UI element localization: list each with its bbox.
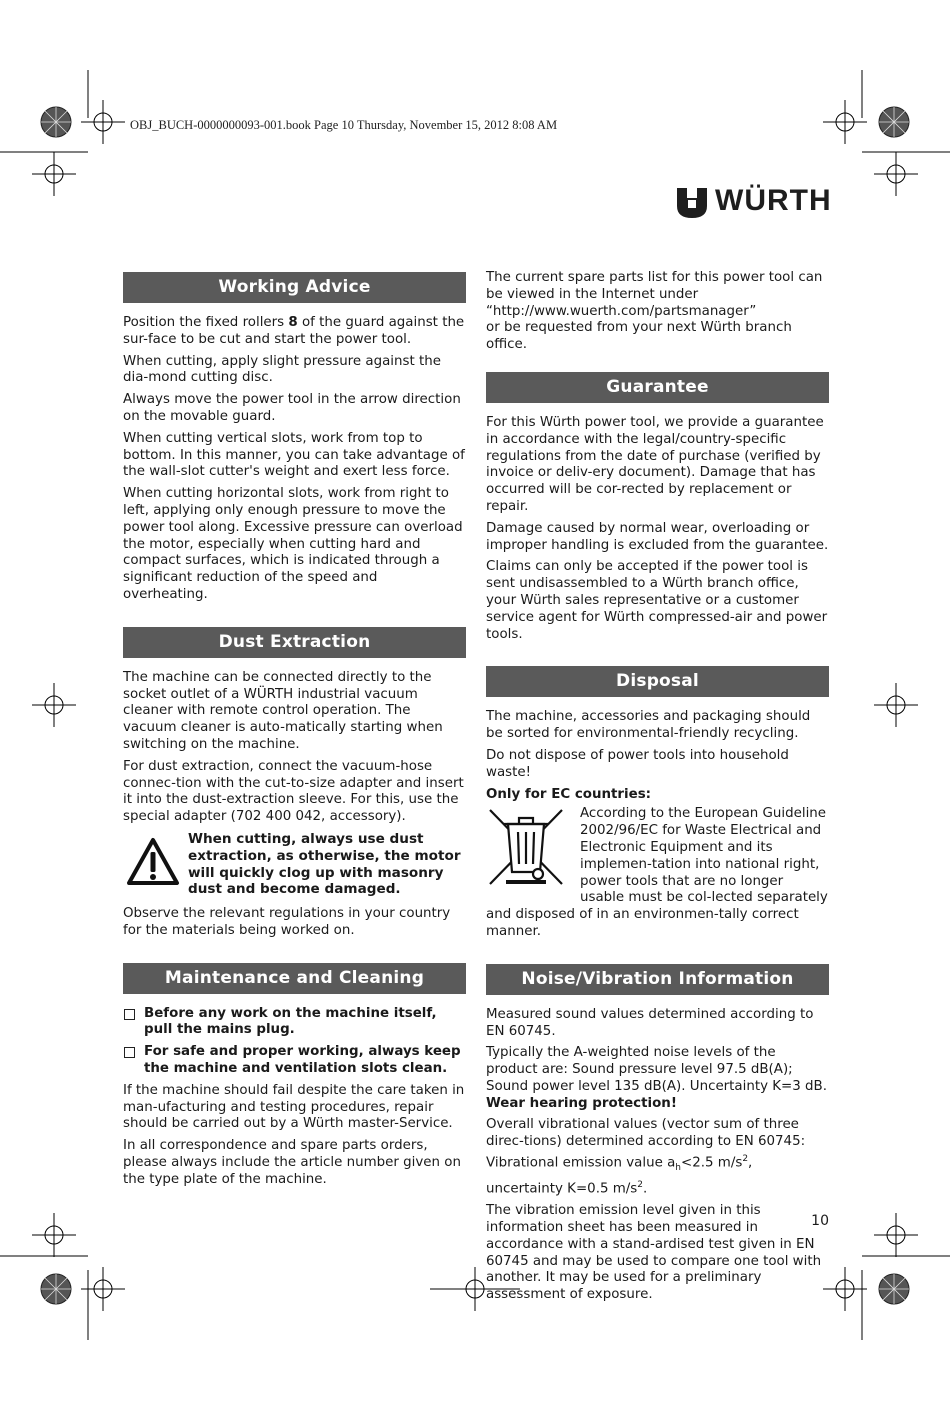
working-advice-heading: Working Advice [123, 272, 466, 303]
weee-text: According to the European Guideline 2002/96/EC for Waste Electrical and Electronic Equipment and its implemen-tation into national right, power tools that are no longer usable must be col-lected separately and disposed of in an environmen-tally correct manner. [486, 806, 828, 939]
page-number: 10 [811, 1213, 829, 1229]
disposal-p2: Do not dispose of power tools into household waste! [486, 747, 789, 780]
noise-p4: The vibration emission level given in this information sheet has been measured in accordance with a stand-ardised test given in EN 60745 and may be used to compare one tool with another. It may be used for a preliminary assessment of exposure. [486, 1203, 822, 1303]
working-advice-p1: Position the fixed rollers 8 of the guard against the sur-face to be cut and start the power tool. [123, 315, 465, 347]
brand-name: WÜRTH [715, 184, 832, 217]
noise-heading: Noise/Vibration Information [486, 964, 829, 995]
dust-warning [123, 831, 466, 901]
maintenance-heading: Maintenance and Cleaning [123, 963, 466, 994]
weee-notice [486, 806, 829, 940]
crossed-bin-icon [486, 806, 566, 888]
maintenance-item-2: For safe and proper working, always keep the machine and ventilation slots clean. [123, 1044, 466, 1078]
ec-countries-heading: Only for EC countries: [486, 786, 652, 802]
noise-p2: Typically the A-weighted noise levels of the product are: Sound pressure level 97.5 dB(A); Sound power level 135 dB(A). Uncertainty K=3 dB. Wear hearing protection! [486, 1045, 827, 1111]
working-advice-p4: When cutting vertical slots, work from top to bottom. In this manner, you can take advantage of the wall-slot cutter's weight and exert less force. [123, 430, 465, 480]
left-column [123, 272, 466, 1193]
maintenance-p1: If the machine should fail despite the care taken in man-ufacturing and testing procedures, repair should be carried out by a Würth master-Service. [123, 1082, 465, 1132]
dust-extraction-p3: Observe the relevant regulations in your country for the materials being worked on. [123, 905, 451, 938]
working-advice-p5: When cutting horizontal slots, work from right to left, applying only enough pressure to move the power tool along. Excessive pressure can overload the motor, especially when cutting hard and compact surfaces, which is indicated through a significant reduction of the speed and overheating. [123, 486, 463, 602]
checkbox-square-icon [124, 1009, 135, 1020]
hearing-protection-warning: Wear hearing protection! [486, 1095, 677, 1111]
dust-extraction-p1: The machine can be connected directly to the socket outlet of a WÜRTH industrial vacuum cleaner with remote control operation. The vacuum cleaner is auto-matically starting when switching on the machine. [123, 669, 443, 752]
noise-p3: Overall vibrational values (vector sum of three direc-tions) determined according to EN 60745: Vibrational emission value $a_h<2.5$ $m/s^2$, uncertainty K=0.5 $m/s^2$. [486, 1117, 806, 1197]
working-advice-p2: When cutting, apply slight pressure against the dia-mond cutting disc. [123, 353, 441, 386]
wurth-logo [675, 186, 835, 220]
disposal-p1: The machine, accessories and packaging should be sorted for environmental-friendly recycling. [486, 709, 811, 742]
dust-warning-text: When cutting, always use dust extraction, as otherwise, the motor will quickly clog up with masonry dust and become damaged. [188, 830, 461, 898]
book-header: OBJ_BUCH-0000000093-001.book Page 10 Thursday, November 15, 2012 8:08 AM [130, 118, 558, 132]
noise-p1: Measured sound values determined according to EN 60745. [486, 1006, 814, 1039]
warning-triangle-icon [126, 837, 180, 887]
right-column [486, 270, 829, 1309]
maintenance-item-1: Before any work on the machine itself, pull the mains plug. [123, 1006, 466, 1040]
guarantee-heading: Guarantee [486, 372, 829, 403]
guarantee-p1: For this Würth power tool, we provide a guarantee in accordance with the legal/country-specific regulations from the date of purchase (verified by invoice or deliv-ery document). Damage that has occurred will be cor-rected by replacement or repair. [486, 414, 824, 514]
maintenance-p2: In all correspondence and spare parts orders, please always include the article number given on the type plate of the machine. [123, 1138, 461, 1187]
guarantee-p3: Claims can only be accepted if the power tool is sent undisassembled to a Würth branch office, your Würth sales representative or a customer service agent for Würth compressed-air and power tools. [486, 559, 828, 642]
disposal-heading: Disposal [486, 666, 829, 697]
spare-parts-text: The current spare parts list for this power tool can be viewed in the Internet under “http://www.wuerth.com/partsmanager” or be requested from your next Würth branch office. [486, 270, 823, 353]
dust-extraction-p2: For dust extraction, connect the vacuum-hose connec-tion with the cut-to-size adapter and insert it into the dust-extraction sleeve. For this, use the special adapter (702 400 042, accessory). [123, 758, 464, 825]
dust-extraction-heading: Dust Extraction [123, 627, 466, 658]
checkbox-square-icon [124, 1047, 135, 1058]
wurth-logo-icon [675, 186, 709, 220]
guarantee-p2: Damage caused by normal wear, overloading or improper handling is excluded from the guarantee. [486, 520, 829, 553]
working-advice-p3: Always move the power tool in the arrow direction on the movable guard. [123, 392, 461, 424]
